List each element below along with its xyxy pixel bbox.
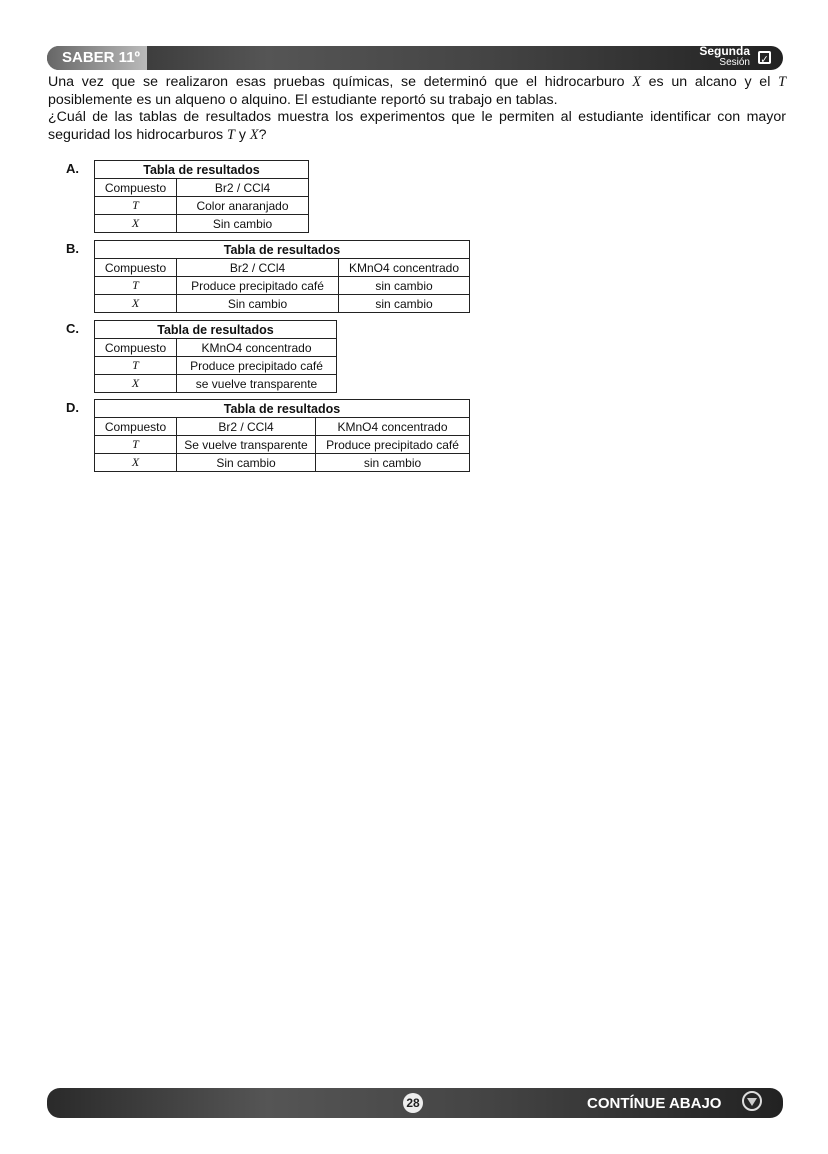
checkbox-icon: ✓	[758, 51, 771, 64]
results-table-a	[94, 160, 309, 233]
table-cell: Produce precipitado café	[177, 277, 339, 295]
table-cell: T	[95, 197, 177, 215]
table-row	[95, 357, 337, 375]
table-title: Tabla de resultados	[95, 241, 470, 259]
table-title: Tabla de resultados	[95, 400, 470, 418]
text: y	[234, 126, 250, 143]
footer-bar	[47, 1088, 783, 1118]
table-cell: sin cambio	[316, 454, 470, 472]
table-cell: se vuelve transparente	[177, 375, 337, 393]
session-label	[699, 46, 750, 68]
table-cell: sin cambio	[339, 295, 470, 313]
table-cell: Produce precipitado café	[177, 357, 337, 375]
session-name: Segunda	[699, 44, 750, 58]
option-letter[interactable]: A.	[66, 161, 79, 176]
exam-title: SABER 11º	[62, 49, 141, 66]
table-cell: sin cambio	[339, 277, 470, 295]
column-header: Compuesto	[95, 418, 177, 436]
option-letter[interactable]: D.	[66, 400, 79, 415]
column-header: KMnO4 concentrado	[177, 339, 337, 357]
table-title: Tabla de resultados	[95, 321, 337, 339]
header-bar	[47, 46, 783, 70]
var-x: X	[632, 74, 641, 90]
table-cell: Sin cambio	[177, 454, 316, 472]
column-header: Br2 / CCl4	[177, 418, 316, 436]
text: posiblemente es un alqueno o alquino. El estudiante reportó su trabajo en tablas.	[48, 91, 558, 108]
text: es un alcano y el	[640, 74, 779, 90]
results-table-b	[94, 240, 470, 313]
column-header: Br2 / CCl4	[177, 259, 339, 277]
table-row	[95, 277, 470, 295]
arrow-down-icon	[742, 1091, 762, 1111]
table-header-row	[95, 259, 470, 277]
table-cell: X	[95, 375, 177, 393]
column-header: Compuesto	[95, 259, 177, 277]
table-title: Tabla de resultados	[95, 161, 309, 179]
table-cell: Sin cambio	[177, 215, 309, 233]
column-header: KMnO4 concentrado	[316, 418, 470, 436]
column-header: Br2 / CCl4	[177, 179, 309, 197]
results-table-c	[94, 320, 337, 393]
option-letter[interactable]: C.	[66, 321, 79, 336]
column-header: KMnO4 concentrado	[339, 259, 470, 277]
option-letter[interactable]: B.	[66, 241, 79, 256]
var-x: X	[249, 126, 259, 143]
table-header-row	[95, 418, 470, 436]
table-header-row	[95, 339, 337, 357]
page-number: 28	[403, 1093, 423, 1113]
table-cell: Sin cambio	[177, 295, 339, 313]
continue-label: CONTÍNUE ABAJO	[587, 1095, 722, 1112]
table-cell: X	[95, 454, 177, 472]
table-row	[95, 454, 470, 472]
table-cell: T	[95, 277, 177, 295]
table-cell: Produce precipitado café	[316, 436, 470, 454]
text: ?	[258, 126, 267, 143]
var-t: T	[778, 74, 786, 90]
context-paragraph	[48, 74, 786, 109]
table-cell: T	[95, 436, 177, 454]
text: Una vez que se realizaron esas pruebas químicas, se determinó que el hidrocarburo	[48, 74, 633, 90]
table-cell: Color anaranjado	[177, 197, 309, 215]
question-text	[48, 74, 786, 144]
table-row	[95, 295, 470, 313]
results-table-d	[94, 399, 470, 472]
table-cell: X	[95, 215, 177, 233]
text: ¿Cuál de las tablas de resultados muestra los experimentos que le permiten al estudiante identificar con mayor seguridad los hidrocarburos	[48, 109, 786, 143]
table-row	[95, 197, 309, 215]
var-t: T	[227, 126, 235, 143]
question-paragraph	[48, 109, 786, 144]
table-cell: X	[95, 295, 177, 313]
table-cell: T	[95, 357, 177, 375]
column-header: Compuesto	[95, 339, 177, 357]
column-header: Compuesto	[95, 179, 177, 197]
session-sub: Sesión	[719, 57, 750, 68]
table-row	[95, 375, 337, 393]
table-row	[95, 436, 470, 454]
table-row	[95, 215, 309, 233]
table-header-row	[95, 179, 309, 197]
table-cell: Se vuelve transparente	[177, 436, 316, 454]
